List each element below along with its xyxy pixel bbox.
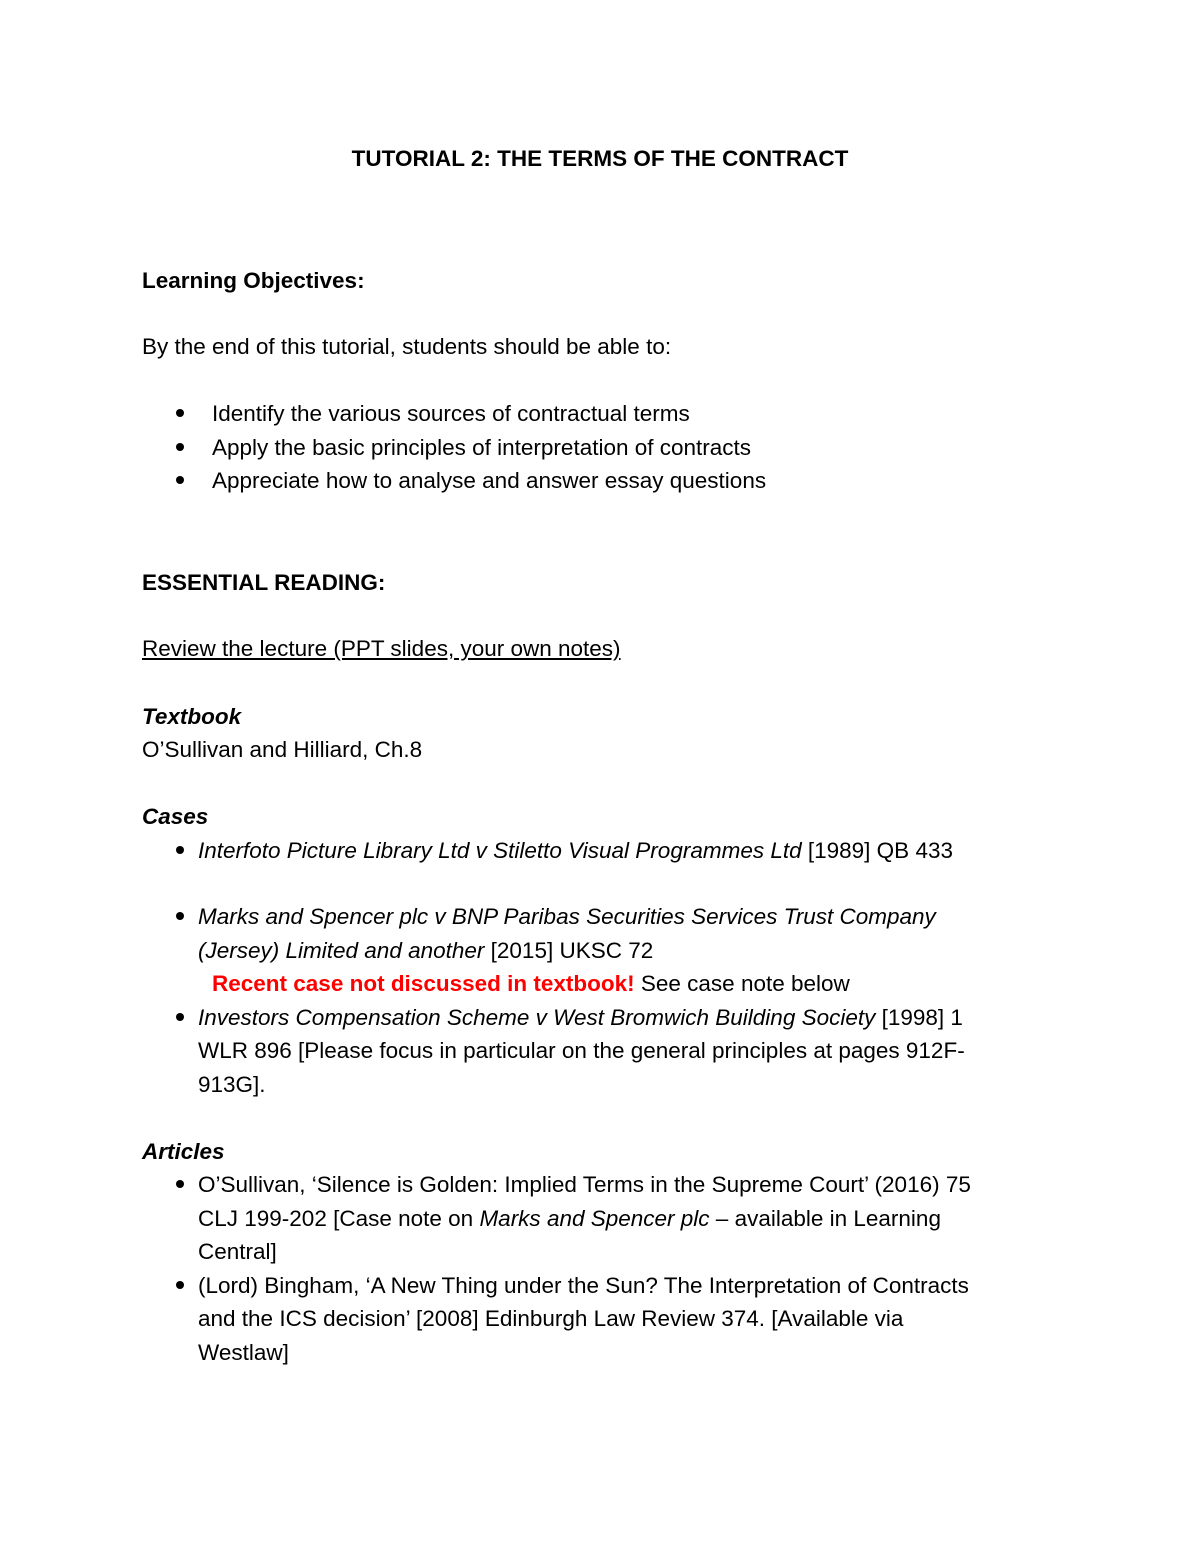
bullet-icon	[176, 1281, 184, 1289]
case-citation: [1989] QB 433	[801, 838, 953, 863]
page-title: TUTORIAL 2: THE TERMS OF THE CONTRACT	[351, 146, 849, 171]
reading-heading: ESSENTIAL READING:	[142, 570, 386, 595]
bullet-icon	[176, 1180, 184, 1188]
list-item	[212, 431, 1092, 465]
article-text: CLJ 199-202 [Case note on	[198, 1205, 480, 1231]
review-lecture-note	[142, 632, 1072, 666]
list-item	[198, 1168, 1078, 1269]
article-line1: (Lord) Bingham, ‘A New Thing under the Sun? The Interpretation of Contracts	[198, 1272, 969, 1298]
bullet-icon	[176, 409, 184, 417]
cases-heading: Cases	[142, 804, 209, 829]
textbook-heading: Textbook	[142, 704, 242, 729]
objective-text: Identify the various sources of contractual terms	[212, 401, 690, 426]
case-note	[198, 967, 1078, 1001]
article-line3: Westlaw]	[198, 1339, 289, 1365]
cases-list	[198, 900, 1078, 1101]
cases-list	[198, 834, 1078, 868]
case-line3: 913G].	[198, 1071, 266, 1097]
article-line1: O’Sullivan, ‘Silence is Golden: Implied Terms in the Supreme Court’ (2016) 75	[198, 1172, 971, 1197]
case-note-text: See case note below	[634, 971, 850, 996]
case-name: Marks and Spencer plc	[479, 1205, 710, 1231]
recent-case-warning: Recent case not discussed in textbook!	[212, 971, 635, 996]
list-item	[198, 1001, 1078, 1102]
case-name: Interfoto Picture Library Ltd v Stiletto Visual Programmes Ltd	[198, 838, 802, 863]
review-lecture-text: Review the lecture (PPT slides, your own notes)	[142, 636, 621, 661]
bullet-icon	[176, 912, 184, 920]
objectives-intro: By the end of this tutorial, students should be able to:	[142, 334, 672, 359]
article-line2: and the ICS decision’ [2008] Edinburgh Law Review 374. [Available via	[198, 1306, 904, 1331]
articles-heading: Articles	[142, 1139, 225, 1164]
case-name: Marks and Spencer plc v BNP Paribas Securities Services Trust Company	[198, 904, 936, 929]
list-item	[212, 397, 1092, 431]
bullet-icon	[176, 846, 184, 854]
list-item	[198, 834, 1078, 868]
list-item	[198, 1269, 1078, 1370]
list-item	[212, 464, 1092, 498]
objectives-list	[212, 397, 1092, 498]
textbook-reference: O’Sullivan and Hilliard, Ch.8	[142, 737, 423, 762]
article-line3: Central]	[198, 1239, 277, 1264]
article-text: – available in Learning	[709, 1205, 941, 1231]
case-name-line2	[198, 934, 1078, 968]
bullet-icon	[176, 443, 184, 451]
case-citation: [2015] UKSC 72	[484, 937, 654, 963]
articles-list	[198, 1168, 1078, 1369]
bullet-icon	[176, 1013, 184, 1021]
article-line2	[198, 1202, 1078, 1236]
case-citation: [1998] 1	[875, 1004, 963, 1030]
objective-text: Apply the basic principles of interpretation of contracts	[212, 434, 752, 460]
case-name: (Jersey) Limited and another	[198, 937, 485, 963]
case-line1	[198, 1001, 1078, 1035]
case-name: Investors Compensation Scheme v West Bromwich Building Society	[198, 1004, 876, 1030]
case-line2: WLR 896 [Please focus in particular on the general principles at pages 912F-	[198, 1038, 965, 1063]
list-item	[198, 900, 1078, 1001]
objectives-heading: Learning Objectives:	[142, 268, 365, 293]
objective-text: Appreciate how to analyse and answer essay questions	[212, 468, 767, 493]
bullet-icon	[176, 476, 184, 484]
